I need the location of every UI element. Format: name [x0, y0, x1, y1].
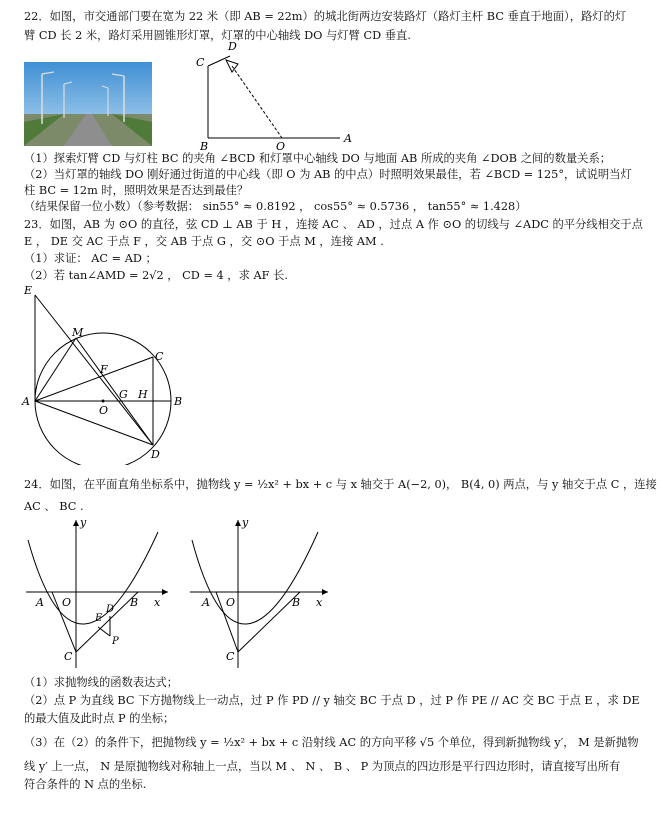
q24-part3-line3: 符合条件的 N 点的坐标. [24, 778, 147, 791]
q24-part3-line2: 线 y′ 上一点， N 是原抛物线对称轴上一点，当以 M 、 N 、 B 、 P 为顶点的四边形是平行四边形时，请直接写出所有 [24, 760, 621, 773]
q22-part2-line1: （2）当灯罩的轴线 DO 刚好通过街道的中心线（即 O 为 AB 的中点）时照明效果最佳，若 ∠BCD = 125°，试说明当灯 [24, 168, 632, 181]
q24-part2-line2: 的最大值及此时点 P 的坐标； [24, 712, 175, 725]
street-lamp-photo [24, 62, 152, 146]
q22-label-b: B [200, 140, 209, 153]
q23-label-g: G [119, 388, 128, 401]
q22-label-o: O [276, 140, 286, 153]
q22-part2-line3: （结果保留一位小数）（参考数据： sin55° ≈ 0.8192 ， cos55° ≈ 0.5736 ， tan55° ≈ 1.428） [24, 200, 527, 213]
q24-f2-label-b: B [292, 596, 301, 609]
q23-label-c: C [155, 350, 164, 363]
q23-label-e: E [24, 284, 33, 297]
q24-f1-label-o: O [62, 596, 72, 609]
q24-f2-label-o: O [226, 596, 236, 609]
q23-label-h: H [138, 388, 148, 401]
q24-f1-label-d: D [106, 604, 115, 615]
q23-label-a: A [22, 395, 30, 408]
q24-f1-label-b: B [130, 596, 139, 609]
q24-f1-label-x: x [154, 596, 161, 609]
q24-stem-line1: 24．如图，在平面直角坐标系中，抛物线 y = ½x² + bx + c 与 x 轴交于 A(−2, 0)， B(4, 0) 两点，与 y 轴交于点 C ，连接 [24, 478, 657, 491]
q24-parabola-figure-1 [18, 512, 176, 672]
q24-f2-label-y: y [242, 516, 249, 529]
q23-stem-line1: 23．如图，AB 为 ⊙O 的直径，弦 CD ⊥ AB 于 H ，连接 AC 、 AD ，过点 A 作 ⊙O 的切线与 ∠ADC 的平分线相交于点 [24, 218, 643, 231]
q23-part2: （2）若 tan∠AMD = 2√2 ， CD = 4 ，求 AF 长. [24, 269, 288, 282]
q24-f1-label-a: A [36, 596, 44, 609]
q24-f2-label-a: A [202, 596, 210, 609]
q24-f1-label-p: P [112, 636, 119, 647]
q24-part2-line1: （2）点 P 为直线 BC 下方抛物线上一动点，过 P 作 PD // y 轴交 BC 于点 D ，过 P 作 PE // AC 交 BC 于点 E ，求 DE [24, 694, 640, 707]
q23-label-f: F [100, 363, 108, 376]
q22-label-a: A [344, 132, 352, 145]
q24-f2-label-x: x [316, 596, 323, 609]
q22-stem-line1: 22．如图，市交通部门要在宽为 22 米（即 AB = 22m）的城北街两边安装路灯（路灯主杆 BC 垂直于地面），路灯的灯 [24, 10, 627, 23]
q24-f1-label-c: C [64, 650, 73, 663]
q23-circle-diagram [18, 280, 188, 465]
q24-f1-label-e: E [95, 613, 103, 624]
q22-lamp-diagram [190, 38, 370, 158]
q22-stem-line2: 臂 CD 长 2 米，路灯采用圆锥形灯罩，灯罩的中心轴线 DO 与灯臂 CD 垂直. [24, 29, 411, 42]
q24-part1: （1）求抛物线的函数表达式； [24, 676, 179, 689]
q23-label-b: B [174, 395, 183, 408]
q23-part1: （1）求证： AC = AD ； [24, 252, 157, 265]
q23-label-o: O [99, 404, 109, 417]
q22-part2-line2: 柱 BC = 12m 时，照明效果是否达到最佳？ [24, 184, 249, 197]
q24-stem-line2: AC 、 BC . [24, 500, 84, 513]
q24-f2-label-c: C [226, 650, 235, 663]
q24-part3-line1: （3）在（2）的条件下，把抛物线 y = ½x² + bx + c 沿射线 AC 的方向平移 √5 个单位，得到新抛物线 y′， M 是新抛物 [24, 736, 639, 749]
q24-parabola-figure-2 [186, 512, 336, 672]
q24-f1-label-y: y [80, 516, 87, 529]
q23-label-d: D [151, 448, 160, 461]
q23-label-m: M [72, 326, 84, 339]
q22-label-c: C [196, 56, 205, 69]
q22-part1: （1）探索灯臂 CD 与灯柱 BC 的夹角 ∠BCD 和灯罩中心轴线 DO 与地面 AB 所成的夹角 ∠DOB 之间的数量关系； [24, 152, 612, 165]
q23-stem-line2: E ， DE 交 AC 于点 F ，交 AB 于点 G ，交 ⊙O 于点 M ，连接 AM . [24, 235, 384, 248]
q22-label-d: D [228, 40, 237, 53]
